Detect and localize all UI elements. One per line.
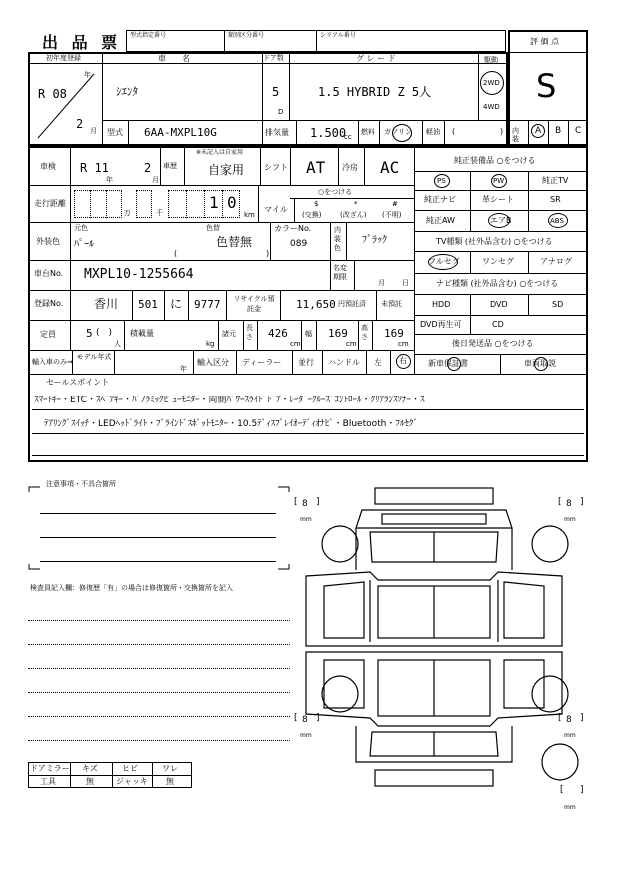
capacity-person-unit: 人 bbox=[114, 340, 121, 348]
capacity-persons: 5 bbox=[86, 327, 93, 340]
displacement-unit: cc bbox=[344, 133, 352, 141]
drive-4wd: 4WD bbox=[483, 103, 500, 111]
width-label: 幅 bbox=[305, 330, 312, 338]
inspection-month-unit: 月 bbox=[152, 176, 159, 184]
capacity-label: 定員 bbox=[40, 330, 56, 339]
usage-value: 自家用 bbox=[208, 163, 245, 177]
mileage-cells-man bbox=[74, 190, 122, 218]
tire-front-right-bracket: [ bbox=[558, 497, 562, 507]
model-label: 型式 bbox=[107, 128, 123, 137]
tv-analog: アナログ bbox=[540, 257, 572, 266]
car-name-value: ｼｴﾝﾀ bbox=[116, 85, 138, 98]
name-change-month-unit: 月 bbox=[378, 279, 385, 287]
model-year-label: モデル年式 bbox=[76, 353, 112, 361]
handle-left: 左 bbox=[374, 358, 382, 367]
recycle-unit: 円預託済 bbox=[338, 300, 366, 308]
tire-rear-left-bracket: [ bbox=[294, 713, 298, 723]
mileage-altered-symbol: * bbox=[354, 200, 358, 208]
color-change-value: 色替無 bbox=[216, 235, 253, 249]
model-value: 6AA-MXPL10G bbox=[144, 126, 217, 139]
grade-value: S bbox=[536, 67, 557, 105]
tire-front-left: 8 bbox=[302, 499, 308, 509]
interior-label: 内装 bbox=[512, 127, 519, 143]
tire-rear-right-unit: mm bbox=[564, 732, 576, 739]
recycle-not: 未預託 bbox=[381, 300, 402, 308]
model-year-unit: 年 bbox=[180, 365, 187, 373]
tire-front-left-bracket: [ bbox=[294, 497, 298, 507]
navi-type-label: ナビ種類 (社外品含む) ○をつける bbox=[436, 279, 559, 288]
genuine-equipment-label: 純正装備品 ○をつける bbox=[454, 156, 536, 165]
model-designation-label: 型式指定番号 bbox=[130, 32, 167, 39]
load-kg: kg bbox=[206, 340, 215, 348]
original-color-label: 元色 bbox=[74, 224, 88, 232]
exterior-color-label: 外装色 bbox=[36, 237, 60, 246]
import-parallel: 並行 bbox=[298, 358, 314, 367]
tire-front-right: 8 bbox=[566, 499, 572, 509]
equip-genuine-tv: 純正TV bbox=[542, 176, 569, 185]
shift-label: シフト bbox=[264, 163, 288, 172]
door-suffix: D bbox=[278, 108, 284, 116]
door-count-value: 5 bbox=[272, 85, 280, 99]
drive-2wd: 2WD bbox=[483, 79, 500, 87]
length-value: 426 bbox=[268, 327, 288, 340]
equip-airbag: エアB bbox=[490, 216, 512, 225]
tv-oneseg: ワンセグ bbox=[482, 257, 514, 266]
equip-genuine-navi: 純正ナビ bbox=[424, 195, 456, 204]
interior-c: C bbox=[575, 126, 582, 136]
mileage-km: km bbox=[244, 211, 255, 219]
legend-tools-value: 無 bbox=[86, 777, 94, 786]
equip-abs: ABS bbox=[550, 217, 564, 225]
legend-break: ワレ bbox=[162, 764, 178, 773]
chassis-number: MXPL10-1255664 bbox=[84, 267, 194, 282]
equip-sr: SR bbox=[550, 195, 561, 204]
displacement-value: 1.500 bbox=[310, 126, 347, 140]
registration-kana: に bbox=[170, 297, 183, 311]
fuel-label: 燃料 bbox=[361, 128, 375, 136]
mileage-unknown: (不明) bbox=[382, 211, 402, 219]
tire-rear-left-unit: mm bbox=[300, 732, 312, 739]
later-warranty: 新車保証書 bbox=[428, 359, 468, 368]
tire-spare-bracket: [ bbox=[560, 785, 564, 795]
first-registration-month: 2 bbox=[76, 117, 84, 131]
tire-spare-unit: mm bbox=[564, 804, 576, 811]
width-unit: cm bbox=[346, 340, 357, 348]
mileage-mile: マイル bbox=[264, 205, 288, 214]
drive-label: 駆動 bbox=[484, 56, 498, 64]
serial-number-label: シリアル番号 bbox=[320, 32, 356, 39]
registration-region: 香川 bbox=[94, 297, 119, 311]
tire-rear-left-close: ] bbox=[316, 713, 320, 723]
mileage-unknown-symbol: # bbox=[392, 200, 398, 208]
color-paren-close: ) bbox=[266, 249, 270, 258]
mileage-cells-sen bbox=[136, 190, 152, 218]
fuel-gas: ガソリン bbox=[384, 128, 412, 136]
interior-color-label: 内装色 bbox=[334, 226, 341, 252]
legend-scratch: キズ bbox=[82, 764, 98, 773]
import-category-label: 輸入区分 bbox=[197, 358, 229, 367]
first-registration-era: R 08 bbox=[38, 87, 67, 101]
name-change-label: 名変期限 bbox=[333, 264, 347, 281]
first-registration-month-unit: 月 bbox=[90, 127, 97, 135]
grade-text: 1.5 HYBRID Z 5人 bbox=[318, 85, 432, 99]
door-count-label: ドア数 bbox=[263, 54, 284, 62]
import-dealer: ディーラー bbox=[242, 358, 282, 367]
tire-rear-left: 8 bbox=[302, 715, 308, 725]
sales-points-line-1: ｽﾏｰﾄｷｰ・ETC・ｽﾍﾟｱｷｰ・ﾊﾟﾉﾗﾐｯｸﾋﾞｭｰﾓﾆﾀｰ・両側ﾊﾟﾜｰｽﾗｲﾄﾞﾄﾞｱ・ﾚｰﾀﾞｰｸﾙｰｽﾞｺﾝﾄﾛｰﾙ・ｸﾘｱﾗﾝｽｿﾅｰ・ｽ bbox=[34, 396, 425, 405]
equip-ps: PS bbox=[437, 177, 446, 185]
name-change-day-unit: 日 bbox=[402, 279, 409, 287]
inspection-year-unit: 年 bbox=[106, 176, 113, 184]
shift-value: AT bbox=[306, 158, 326, 177]
mileage-digit-2: 0 bbox=[227, 193, 237, 212]
ac-label: 冷房 bbox=[342, 163, 358, 172]
registration-class: 501 bbox=[138, 298, 158, 311]
car-name-label: 車 名 bbox=[158, 54, 190, 63]
equip-genuine-aw: 純正AW bbox=[426, 216, 455, 225]
mileage-unit-sen: 千 bbox=[156, 209, 163, 217]
car-body-diagram bbox=[300, 470, 590, 810]
legend-jack-value: 無 bbox=[166, 777, 174, 786]
tire-rear-right-close: ] bbox=[580, 713, 584, 723]
navi-cd: CD bbox=[492, 320, 504, 329]
sales-points-line-2: ﾃｱﾘﾝｸﾞｽｲｯﾁ・LEDﾍｯﾄﾞﾗｲﾄ・ﾌﾞﾗｲﾝﾄﾞｽﾎﾟｯﾄﾓﾆﾀｰ・10.5ﾃﾞｨｽﾌﾟﾚｲｵｰﾃﾞｨｵﾅﾋﾞ・Bluetooth・ﾌﾙｾｸﾞ bbox=[44, 419, 418, 429]
tire-front-left-unit: mm bbox=[300, 516, 312, 523]
tire-rear-right: 8 bbox=[566, 715, 572, 725]
form-title: 出 品 票 bbox=[42, 33, 122, 52]
tv-type-label: TV種類 (社外品含む) ○をつける bbox=[436, 237, 553, 246]
inspection-month: 2 bbox=[144, 161, 152, 175]
tire-rear-right-bracket: [ bbox=[558, 713, 562, 723]
length-unit: cm bbox=[290, 340, 301, 348]
mileage-exchange: (交換) bbox=[302, 211, 322, 219]
usage-note: ※未記入は自家用 bbox=[196, 149, 244, 156]
mileage-mark-label: ○をつける bbox=[318, 188, 353, 196]
legend-tools: 工具 bbox=[40, 777, 56, 786]
navi-hdd: HDD bbox=[432, 300, 451, 309]
first-registration-year-unit: 年 bbox=[84, 71, 91, 79]
category-number-label: 類別区分番号 bbox=[228, 32, 265, 39]
mileage-unit-man: 万 bbox=[124, 209, 131, 217]
mileage-altered: (改ざん) bbox=[340, 211, 367, 219]
interior-a: A bbox=[535, 126, 542, 136]
later-shipment-label: 後日発送品 ○をつける bbox=[452, 339, 534, 348]
mileage-label: 走行距離 bbox=[34, 199, 66, 208]
legend-door-mirror: ドアミラー bbox=[30, 764, 70, 773]
color-number-label: カラーNo. bbox=[274, 224, 312, 233]
recycle-label: リサイクル預託金 bbox=[233, 295, 275, 313]
tire-front-left-close: ] bbox=[316, 497, 320, 507]
ac-value: AC bbox=[380, 158, 400, 177]
inspector-notes-label: 検査員記入欄：修復歴「有」の場合は修復箇所・交換箇所を記入 bbox=[30, 584, 233, 592]
inspection-label: 車検 bbox=[40, 162, 56, 171]
height-label: 高さ bbox=[361, 324, 368, 341]
registration-number: 9777 bbox=[194, 298, 221, 311]
navi-sd: SD bbox=[552, 300, 564, 309]
notes-bracket bbox=[28, 486, 290, 570]
tire-front-right-close: ] bbox=[580, 497, 584, 507]
capacity-paren: ( ) bbox=[96, 328, 113, 338]
mileage-exchange-symbol: $ bbox=[314, 200, 319, 208]
color-paren-open: ( bbox=[174, 249, 178, 258]
height-unit: cm bbox=[398, 340, 409, 348]
legend-crack: ヒビ bbox=[122, 764, 138, 773]
fuel-other-open: ( bbox=[452, 127, 456, 136]
color-change-label: 色替 bbox=[206, 224, 220, 232]
fuel-other-close: ) bbox=[500, 127, 504, 136]
inspection-era: R 11 bbox=[80, 161, 109, 175]
navi-dvd: DVD bbox=[490, 300, 508, 309]
color-number-value: 089 bbox=[290, 239, 308, 249]
first-registration-label: 初年度登録 bbox=[46, 54, 81, 62]
equip-leather-seat: 革シート bbox=[482, 195, 514, 204]
tire-spare-close: ] bbox=[580, 785, 584, 795]
handle-label: ハンドル bbox=[328, 358, 360, 367]
length-label: 長さ bbox=[246, 324, 253, 341]
mileage-digit-1: 1 bbox=[209, 193, 219, 212]
usage-label: 車歴 bbox=[163, 162, 177, 170]
tire-front-right-unit: mm bbox=[564, 516, 576, 523]
tv-fullseg: フルセグ bbox=[428, 257, 460, 266]
later-manual: 車両取説 bbox=[524, 359, 556, 368]
load-label: 積載量 bbox=[130, 329, 154, 338]
interior-color-value: ﾌﾞﾗｯｸ bbox=[362, 235, 387, 246]
equip-pw: PW bbox=[493, 177, 505, 185]
chassis-label: 車台No. bbox=[34, 269, 64, 278]
displacement-label: 排気量 bbox=[265, 128, 289, 137]
interior-b: B bbox=[555, 126, 562, 136]
notes-label: 注意事項・不具合箇所 bbox=[46, 480, 116, 488]
import-label: 輸入車のみ⇒ bbox=[32, 358, 73, 366]
navi-dvd-playback: DVD再生可 bbox=[420, 320, 462, 329]
recycle-amount: 11,650 bbox=[296, 298, 336, 311]
original-color-value: ﾊﾟｰﾙ bbox=[74, 239, 94, 250]
fuel-diesel: 軽油 bbox=[426, 128, 440, 136]
legend-jack: ジャッキ bbox=[116, 777, 148, 786]
dimension-label: 諸元 bbox=[222, 330, 236, 338]
grade-header: グ レ ー ド bbox=[356, 54, 396, 63]
sales-points-label: セールスポイント bbox=[46, 378, 110, 387]
grade-label: 評 価 点 bbox=[530, 37, 560, 46]
handle-right: 右 bbox=[399, 356, 407, 365]
registration-label: 登録No. bbox=[34, 299, 64, 308]
height-value: 169 bbox=[384, 327, 404, 340]
width-value: 169 bbox=[328, 327, 348, 340]
